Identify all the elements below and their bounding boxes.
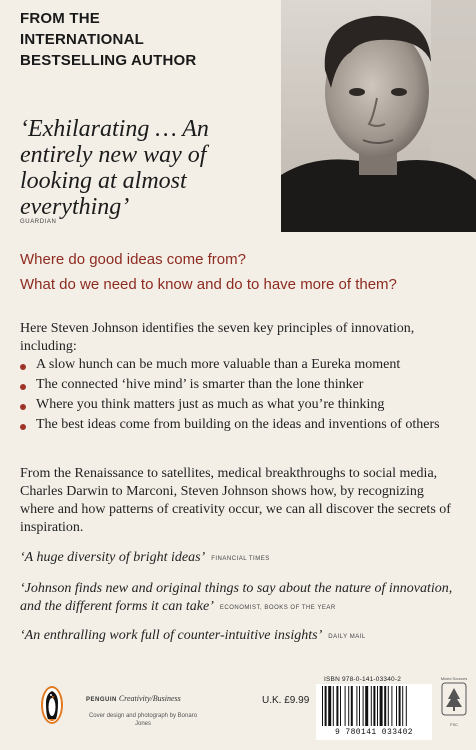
barcode-bar: [336, 686, 338, 726]
bullet-dot-icon: [20, 384, 26, 390]
headline: [20, 247, 460, 297]
barcode-bar: [396, 686, 397, 726]
headline-line-1: Where do good ideas come from?: [20, 251, 246, 268]
barcode: [316, 684, 432, 740]
barcode-bar: [406, 686, 407, 726]
barcode-bar: [373, 686, 375, 726]
series-name: Creativity/Business: [118, 694, 181, 703]
top-label-line-3: BESTSELLING AUTHOR: [20, 52, 197, 69]
series-label: [86, 694, 181, 703]
intro-paragraph: Here Steven Johnson identifies the seven key principles of innovation, including:: [20, 321, 415, 354]
list-item-text: A slow hunch can be much more valuable than a Eureka moment: [36, 357, 401, 372]
barcode-bar: [351, 686, 353, 726]
review-text: ‘A huge diversity of bright ideas’: [20, 550, 206, 565]
headline-line-2: What do we need to know and do to have more of them?: [20, 276, 397, 293]
pull-quote-source: GUARDIAN: [20, 219, 57, 225]
fsc-badge: [440, 676, 468, 742]
price-label: U.K. £9.99: [262, 695, 310, 706]
barcode-bar: [356, 686, 357, 726]
penguin-logo-icon: [40, 685, 64, 725]
barcode-bar: [333, 686, 334, 726]
barcode-digits: 9 780141 033402: [334, 728, 413, 737]
barcode-bar: [388, 686, 389, 726]
barcode-bar: [345, 686, 346, 726]
list-item: [20, 356, 460, 374]
top-label-line-2: INTERNATIONAL: [20, 31, 144, 48]
pull-quote: ‘Exhilarating … An entirely new way of looking at almost everything’: [20, 116, 209, 220]
barcode-bar: [384, 686, 386, 726]
list-item: [20, 376, 460, 394]
bullet-dot-icon: [20, 424, 26, 430]
barcode-bar: [391, 686, 392, 726]
review-quote: [20, 549, 460, 568]
barcode-bar: [380, 686, 383, 726]
list-item: [20, 396, 460, 414]
publisher-name: PENGUIN: [86, 697, 117, 703]
barcode-bar: [371, 686, 372, 726]
top-label-line-1: FROM THE: [20, 10, 100, 27]
barcode-bar: [399, 686, 401, 726]
review-source: ECONOMIST, BOOKS OF THE YEAR: [219, 605, 336, 611]
barcode-bar: [377, 686, 378, 726]
bullet-dot-icon: [20, 404, 26, 410]
list-item-text: The connected ‘hive mind’ is smarter than the lone thinker: [36, 377, 364, 392]
list-item-text: The best ideas come from building on the ideas and inventions of others: [36, 417, 440, 432]
barcode-bar: [325, 686, 327, 726]
barcode-bar: [363, 686, 364, 726]
barcode-bar: [340, 686, 341, 726]
review-quote: [20, 580, 460, 617]
fsc-label: FSC: [450, 722, 458, 727]
review-source: DAILY MAIL: [328, 634, 366, 640]
barcode-bar: [322, 686, 323, 726]
fsc-note: Mixed Sources: [440, 676, 468, 681]
body-paragraph: From the Renaissance to satellites, medical breakthroughs to social media, Charles Darwin to Marconi, Steven Johnson shows how, by recognizing where and how patterns of creativity occur, we can all discover the secrets of inspiration.: [20, 466, 451, 535]
review-text: ‘Johnson finds new and original things to say about the nature of innovation, and the different forms it can take’: [20, 581, 453, 614]
author-photo: [281, 0, 476, 232]
barcode-bar: [348, 686, 349, 726]
barcode-bar: [359, 686, 360, 726]
review-quote: [20, 627, 460, 646]
author-portrait-illustration: [281, 0, 476, 232]
list-item: [20, 416, 460, 434]
fsc-tree-icon: [440, 681, 468, 717]
barcode-bars-icon: [316, 684, 432, 728]
isbn-label: ISBN 978-0-141-03340-2: [324, 676, 402, 683]
bullet-dot-icon: [20, 364, 26, 370]
review-text: ‘An enthralling work full of counter-intuitive insights’: [20, 628, 323, 643]
review-source: FINANCIAL TIMES: [211, 556, 270, 562]
principles-list: [20, 356, 460, 436]
barcode-bar: [365, 686, 368, 726]
top-label: [20, 8, 196, 71]
cover-credit: Cover design and photograph by Bonaro Jones: [88, 713, 198, 727]
barcode-bar: [328, 686, 331, 726]
barcode-bar: [402, 686, 403, 726]
list-item-text: Where you think matters just as much as what you’re thinking: [36, 397, 385, 412]
